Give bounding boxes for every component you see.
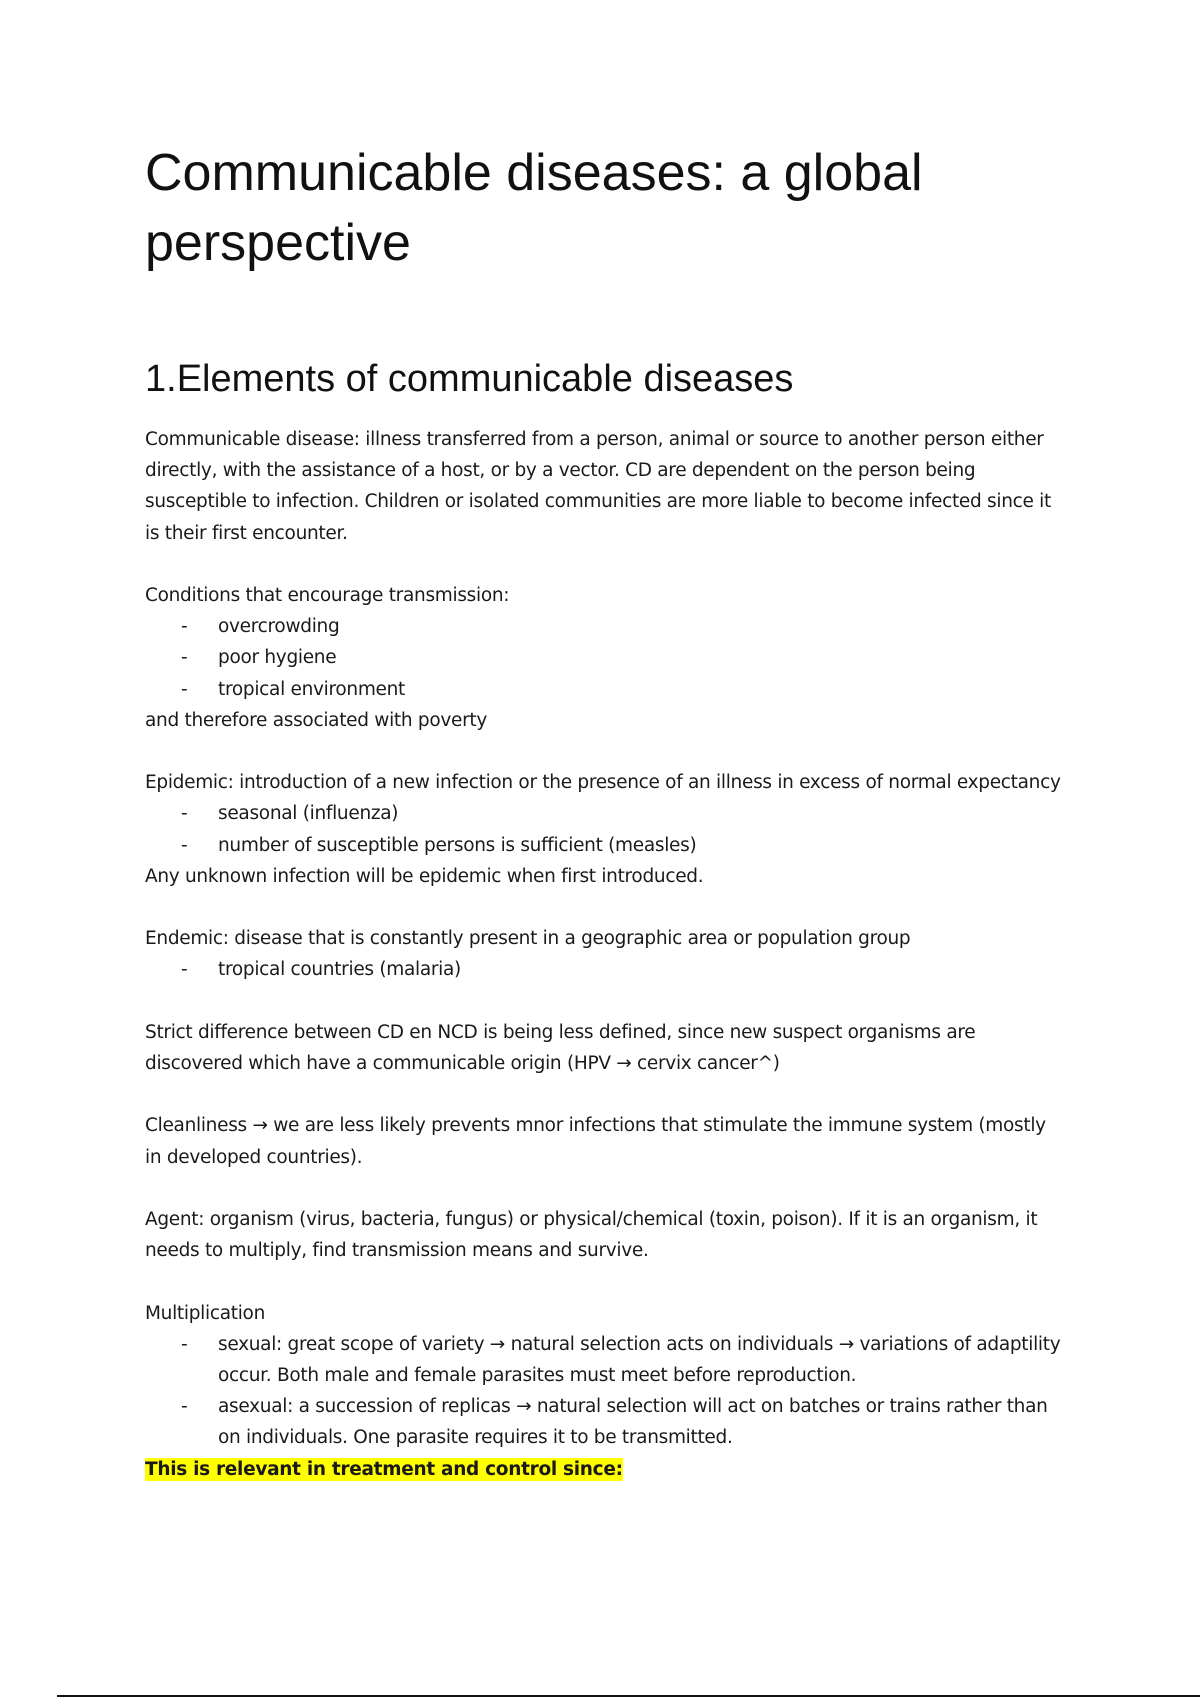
spacer xyxy=(145,736,1065,767)
page-bottom-divider xyxy=(57,1695,1200,1697)
list-marker: - xyxy=(181,616,188,638)
conditions-list xyxy=(145,611,1065,705)
spacer xyxy=(145,549,1065,580)
highlighted-text: This is relevant in treatment and control since: xyxy=(145,1458,623,1480)
spacer xyxy=(145,892,1065,923)
spacer xyxy=(145,1079,1065,1110)
epidemic-list xyxy=(145,798,1065,860)
list-item: - seasonal (influenza) xyxy=(145,798,1065,829)
list-marker: - xyxy=(181,1396,188,1418)
multiplication-intro: Multiplication xyxy=(145,1302,265,1324)
spacer xyxy=(145,1173,1065,1204)
list-item: - tropical environment xyxy=(145,674,1065,705)
agent-paragraph: Agent: organism (virus, bacteria, fungus) or physical/chemical (toxin, poison). If it is an organism, it needs to multiply, find transmission means and survive. xyxy=(145,1208,1038,1262)
epidemic-outro: Any unknown infection will be epidemic when first introduced. xyxy=(145,865,704,887)
section-heading: 1.Elements of communicable diseases xyxy=(145,358,794,400)
endemic-list xyxy=(145,954,1065,985)
list-item: - sexual: great scope of variety → natural selection acts on individuals → variations of adaptility occur. Both male and female parasites must meet before reproduction. xyxy=(145,1329,1065,1391)
document-body xyxy=(145,138,1065,1485)
list-marker: - xyxy=(181,1333,188,1355)
page-title: Communicable diseases: a global perspective xyxy=(145,144,923,272)
conditions-intro: Conditions that encourage transmission: xyxy=(145,585,510,606)
definition-paragraph: Communicable disease: illness transferred from a person, animal or source to another person either directly, with the assistance of a host, or by a vector. CD are dependent on the person being susceptible to infection. Children or isolated communities are more liable to become infected since it is their first encounter. xyxy=(145,429,1051,544)
multiplication-list xyxy=(145,1329,1065,1454)
list-item: - number of susceptible persons is sufficient (measles) xyxy=(145,830,1065,861)
epidemic-intro: Epidemic: introduction of a new infection or the presence of an illness in excess of normal expectancy xyxy=(145,772,1061,794)
cleanliness-paragraph: Cleanliness → we are less likely prevents mnor infections that stimulate the immune system (mostly in developed countries). xyxy=(145,1115,1046,1168)
list-marker: - xyxy=(181,803,188,825)
highlight-line xyxy=(145,1454,1065,1485)
list-item: - overcrowding xyxy=(145,611,1065,642)
list-marker: - xyxy=(181,959,188,981)
conditions-outro: and therefore associated with poverty xyxy=(145,709,487,731)
list-marker: - xyxy=(181,647,188,669)
spacer xyxy=(145,986,1065,1017)
spacer xyxy=(145,1266,1065,1297)
endemic-intro: Endemic: disease that is constantly present in a geographic area or population group xyxy=(145,928,911,950)
list-marker: - xyxy=(181,834,188,856)
list-item: - asexual: a succession of replicas → natural selection will act on batches or trains rather than on individuals. One parasite requires it to be transmitted. xyxy=(145,1391,1065,1453)
list-item: - tropical countries (malaria) xyxy=(145,954,1065,985)
cd-ncd-paragraph: Strict difference between CD en NCD is being less defined, since new suspect organisms are discovered which have a communicable origin (HPV → cervix cancer^) xyxy=(145,1021,976,1074)
list-marker: - xyxy=(181,678,188,700)
list-item: - poor hygiene xyxy=(145,642,1065,673)
